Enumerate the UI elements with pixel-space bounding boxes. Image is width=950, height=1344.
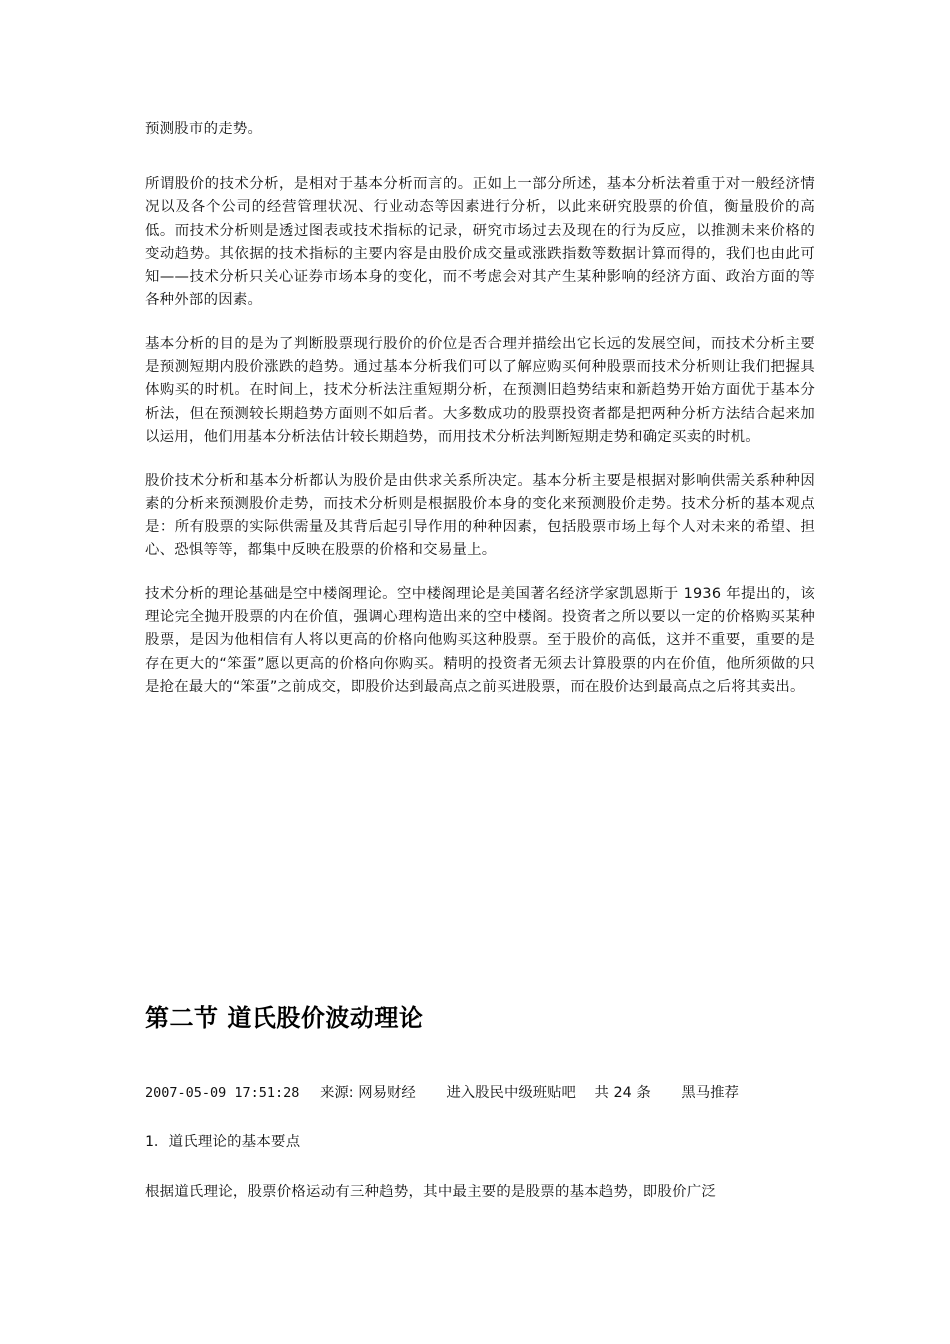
article-body (145, 118, 815, 720)
paragraph-dow-theory-start: 根据道氏理论，股票价格运动有三种趋势，其中最主要的是股票的基本趋势，即股价广泛 (145, 1184, 716, 1200)
paragraph-analysis-purpose: 基本分析的目的是为了判断股票现行股价的价位是否合理并描绘出它长远的发展空间，而技术分析主要是预测短期内股价涨跌的趋势。通过基本分析我们可以了解应购买何种股票而技术分析则让我们把握具体购买的时机。在时间上，技术分析法注重短期分析，在预测旧趋势结束和新趋势开始方面优于基本分析法，但在预测较长期趋势方面则不如后者。大多数成功的股票投资者都是把两种分析方法结合起来加以运用，他们用基本分析法估计较长期趋势，而用技术分析法判断短期走势和确定买卖的时机。 (145, 336, 815, 445)
publish-datetime: 2007-05-09 17:51:28 (145, 1085, 300, 1101)
paragraph-intro-tail: 预测股市的走势。 (145, 121, 263, 137)
article-meta (145, 1082, 845, 1105)
subsection-title: 道氏理论的基本要点 (168, 1134, 301, 1150)
recommend-link[interactable]: 黑马推荐 (681, 1085, 739, 1101)
paragraph-supply-demand: 股价技术分析和基本分析都认为股价是由供求关系所决定。基本分析主要是根据对影响供需关系种种因素的分析来预测股价走势，而技术分析则是根据股价本身的变化来预测股价走势。技术分析的基本观点是：所有股票的实际供需量及其背后起引导作用的种种因素，包括股票市场上每个人对未来的希望、担心、恐惧等等，都集中反映在股票的价格和交易量上。 (145, 472, 815, 559)
source-label: 来源: 网易财经 (320, 1085, 416, 1101)
forum-link[interactable]: 进入股民中级班贴吧 (446, 1085, 576, 1101)
subsection-heading (145, 1131, 300, 1154)
section-title: 第二节 道氏股价波动理论 (145, 1004, 424, 1032)
paragraph-technical-analysis-definition: 所谓股价的技术分析，是相对于基本分析而言的。正如上一部分所述，基本分析法着重于对一般经济情况以及各个公司的经营管理状况、行业动态等因素进行分析，以此来研究股票的价值，衡量股价的高低。而技术分析则是透过图表或技术指标的记录，研究市场过去及现在的行为反应，以推测未来价格的变动趋势。其依据的技术指标的主要内容是由股价成交量或涨跌指数等数据计算而得的，我们也由此可知——技术分析只关心证券市场本身的变化，而不考虑会对其产生某种影响的经济方面、政治方面的等各种外部的因素。 (145, 176, 815, 309)
post-count[interactable]: 共 24 条 (594, 1085, 651, 1101)
subsection-number: 1． (145, 1134, 169, 1150)
paragraph-castle-in-air-theory: 技术分析的理论基础是空中楼阁理论。空中楼阁理论是美国著名经济学家凯恩斯于 1936 年提出的，该理论完全抛开股票的内在价值，强调心理构造出来的空中楼阁。投资者之所以要以一定的价格购买某种股票，是因为他相信有人将以更高的价格向他购买这种股票。至于股价的高低，这并不重要，重要的是存在更大的“笨蛋”愿以更高的价格向你购买。精明的投资者无须去计算股票的内在价值，他所须做的只是抢在最大的“笨蛋”之前成交，即股价达到最高点之前买进股票，而在股价达到最高点之后将其卖出。 (145, 586, 815, 695)
